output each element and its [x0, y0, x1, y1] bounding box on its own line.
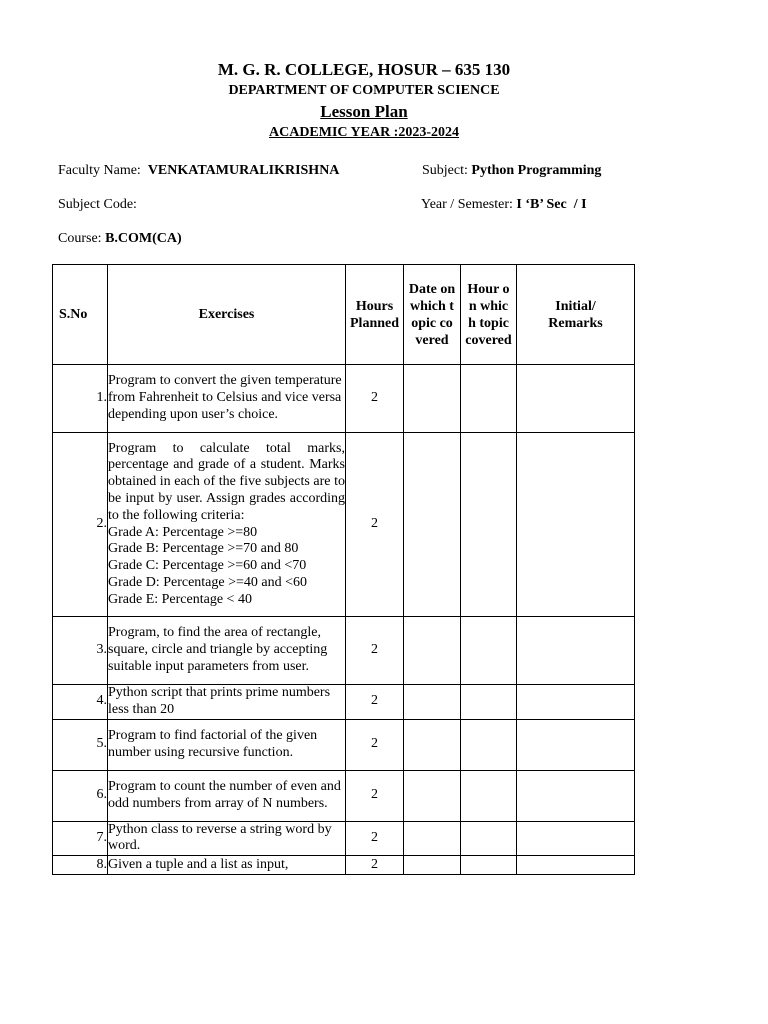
row-hour-cell [461, 821, 517, 856]
table-row [53, 821, 635, 856]
row-sno: 1. [53, 365, 108, 433]
table-header-row [53, 265, 635, 365]
row-hour-cell [461, 433, 517, 617]
row-remarks-cell [517, 685, 635, 720]
row-date-cell [404, 821, 461, 856]
faculty-value: VENKATAMURALIKRISHNA [147, 163, 340, 178]
subject-field [422, 163, 601, 179]
grade-c-criterion: Grade C: Percentage >=60 and <70 [108, 558, 307, 574]
row-hour-cell [461, 365, 517, 433]
table-row [53, 365, 635, 433]
row-hour-cell [461, 685, 517, 720]
row-sno: 5. [53, 719, 108, 770]
row-sno: 8. [53, 856, 108, 875]
row-hour-cell [461, 617, 517, 685]
column-header-hours-planned: Hours Planned [346, 265, 404, 365]
row-exercise: Python class to reverse a string word by word. [108, 821, 346, 856]
row-date-cell [404, 856, 461, 875]
table-row [53, 770, 635, 821]
table-row [53, 685, 635, 720]
college-name: M. G. R. COLLEGE, HOSUR – 635 130 [217, 60, 511, 79]
row-hours: 2 [346, 685, 404, 720]
grade-e-criterion: Grade E: Percentage < 40 [108, 591, 252, 607]
subject-label: Subject: [422, 163, 468, 178]
row-exercise: Python script that prints prime numbers less than 20 [108, 685, 346, 720]
lesson-plan-table [52, 264, 635, 875]
row-remarks-cell [517, 365, 635, 433]
row-remarks-cell [517, 719, 635, 770]
row-sno: 7. [53, 821, 108, 856]
row-remarks-cell [517, 821, 635, 856]
row-remarks-cell [517, 856, 635, 875]
row-hours: 2 [346, 856, 404, 875]
academic-year: ACADEMIC YEAR :2023-2024 [268, 125, 460, 140]
column-header-remarks: Initial/ Remarks [517, 265, 635, 365]
subject-code-field [58, 197, 137, 213]
row-remarks-cell [517, 770, 635, 821]
column-header-date-covered: Date on which topic covered [404, 265, 461, 365]
grade-a-criterion: Grade A: Percentage >=80 [108, 524, 258, 540]
course-label: Course: [58, 231, 102, 246]
table-row [53, 719, 635, 770]
row-date-cell [404, 433, 461, 617]
row-exercise: Program to count the number of even and odd numbers from array of N numbers. [108, 770, 346, 821]
document-title: Lesson Plan [320, 102, 408, 121]
column-header-hour-covered: Hour on which topic covered [461, 265, 517, 365]
row-hour-cell [461, 719, 517, 770]
grade-d-criterion: Grade D: Percentage >=40 and <60 [108, 574, 308, 590]
row-date-cell [404, 685, 461, 720]
year-semester-field [421, 197, 587, 213]
faculty-name-field [58, 163, 339, 179]
row-exercise-text: Program to calculate total marks, percentage and grade of a student. Marks obtained in each of the five subjects are to be input by user. Assign grades according to the following criteria: [108, 440, 345, 523]
course-field [58, 231, 182, 247]
row-exercise: Given a tuple and a list as input, [108, 856, 346, 875]
row-hours: 2 [346, 617, 404, 685]
subject-code-label: Subject Code: [58, 197, 137, 212]
row-sno: 6. [53, 770, 108, 821]
row-date-cell [404, 770, 461, 821]
subject-value: Python Programming [471, 163, 602, 178]
row-hours: 2 [346, 719, 404, 770]
grade-b-criterion: Grade B: Percentage >=70 and 80 [108, 541, 299, 557]
faculty-label: Faculty Name: [58, 163, 141, 178]
row-hour-cell [461, 856, 517, 875]
row-hours: 2 [346, 433, 404, 617]
row-sno: 2. [53, 433, 108, 617]
row-sno: 3. [53, 617, 108, 685]
row-sno: 4. [53, 685, 108, 720]
row-exercise: Program to find factorial of the given number using recursive function. [108, 719, 346, 770]
row-remarks-cell [517, 617, 635, 685]
year-semester-label: Year / Semester: [421, 197, 513, 212]
column-header-exercises: Exercises [108, 265, 346, 365]
row-hours: 2 [346, 821, 404, 856]
row-exercise: Program to convert the given temperature from Fahrenheit to Celsius and vice versa depending upon user’s choice. [108, 365, 346, 433]
row-date-cell [404, 617, 461, 685]
table-row [53, 856, 635, 875]
row-date-cell [404, 365, 461, 433]
row-exercise [108, 433, 346, 617]
course-value: B.COM(CA) [105, 231, 182, 246]
row-hour-cell [461, 770, 517, 821]
row-date-cell [404, 719, 461, 770]
row-hours: 2 [346, 365, 404, 433]
year-semester-value: I ‘B’ Sec / I [516, 197, 587, 212]
row-exercise: Program, to find the area of rectangle, square, circle and triangle by accepting suitable input parameters from user. [108, 617, 346, 685]
column-header-sno: S.No [53, 265, 108, 365]
table-row [53, 617, 635, 685]
row-hours: 2 [346, 770, 404, 821]
department-name: DEPARTMENT OF COMPUTER SCIENCE [228, 83, 500, 98]
row-remarks-cell [517, 433, 635, 617]
table-row [53, 433, 635, 617]
